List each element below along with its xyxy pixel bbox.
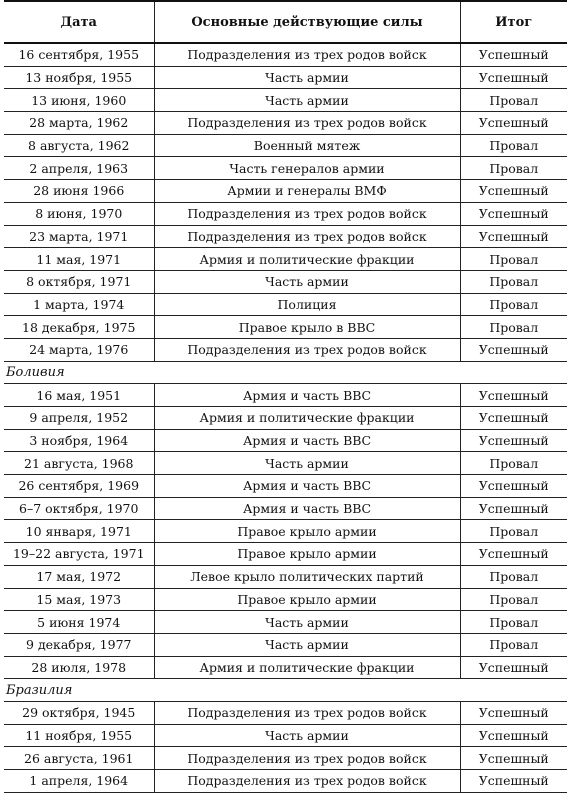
cell-date: 26 сентября, 1969 [4,475,154,498]
cell-forces: Правое крыло армии [154,588,460,611]
cell-date: 13 ноября, 1955 [4,66,154,89]
cell-date: 11 мая, 1971 [4,248,154,271]
cell-result: Провал [460,134,567,157]
cell-date: 2 апреля, 1963 [4,157,154,180]
section-title: Бразилия [4,679,567,702]
cell-forces: Часть армии [154,452,460,475]
cell-forces: Часть армии [154,270,460,293]
cell-date: 5 июня 1974 [4,611,154,634]
section-title: Боливия [4,361,567,384]
cell-result: Успешный [460,497,567,520]
cell-result: Успешный [460,701,567,724]
table-header-row [4,1,567,43]
cell-forces: Армия и политические фракции [154,656,460,679]
cell-forces: Часть армии [154,724,460,747]
cell-result: Успешный [460,112,567,135]
cell-result: Провал [460,89,567,112]
cell-result: Успешный [460,770,567,793]
cell-forces: Подразделения из трех родов войск [154,701,460,724]
cell-date: 13 июня, 1960 [4,89,154,112]
cell-result: Успешный [460,202,567,225]
cell-date: 9 декабря, 1977 [4,633,154,656]
cell-result: Провал [460,316,567,339]
cell-result: Провал [460,565,567,588]
cell-forces: Подразделения из трех родов войск [154,770,460,793]
table-row [4,66,567,89]
cell-forces: Подразделения из трех родов войск [154,225,460,248]
cell-date: 28 марта, 1962 [4,112,154,135]
cell-result: Провал [460,520,567,543]
table-row [4,656,567,679]
table-row [4,407,567,430]
cell-result: Успешный [460,43,567,66]
table-row [4,225,567,248]
cell-result: Провал [460,452,567,475]
table-row [4,43,567,66]
cell-date: 6–7 октября, 1970 [4,497,154,520]
cell-forces: Правое крыло армии [154,543,460,566]
table-row [4,588,567,611]
table-row [4,429,567,452]
cell-forces: Левое крыло политических партий [154,565,460,588]
cell-date: 11 ноября, 1955 [4,724,154,747]
cell-result: Успешный [460,407,567,430]
cell-date: 8 октября, 1971 [4,270,154,293]
cell-date: 24 марта, 1976 [4,338,154,361]
cell-result: Успешный [460,429,567,452]
cell-forces: Армия и часть ВВС [154,475,460,498]
cell-result: Провал [460,157,567,180]
cell-date: 17 мая, 1972 [4,565,154,588]
cell-date: 28 июля, 1978 [4,656,154,679]
cell-forces: Часть армии [154,89,460,112]
section-row [4,679,567,702]
cell-forces: Армии и генералы ВМФ [154,180,460,203]
cell-forces: Правое крыло армии [154,520,460,543]
cell-date: 1 марта, 1974 [4,293,154,316]
cell-result: Успешный [460,747,567,770]
cell-forces: Военный мятеж [154,134,460,157]
cell-result: Успешный [460,543,567,566]
table-row [4,293,567,316]
cell-date: 26 августа, 1961 [4,747,154,770]
cell-forces: Правое крыло в ВВС [154,316,460,339]
cell-date: 8 августа, 1962 [4,134,154,157]
cell-date: 18 декабря, 1975 [4,316,154,339]
table-row [4,724,567,747]
cell-date: 8 июня, 1970 [4,202,154,225]
table-row [4,452,567,475]
cell-date: 21 августа, 1968 [4,452,154,475]
cell-date: 10 января, 1971 [4,520,154,543]
section-row [4,361,567,384]
cell-result: Провал [460,270,567,293]
cell-forces: Подразделения из трех родов войск [154,43,460,66]
cell-date: 3 ноября, 1964 [4,429,154,452]
table-row [4,112,567,135]
cell-result: Провал [460,248,567,271]
cell-result: Успешный [460,225,567,248]
table-row [4,316,567,339]
cell-date: 29 октября, 1945 [4,701,154,724]
table-row [4,384,567,407]
table-row [4,157,567,180]
cell-result: Успешный [460,338,567,361]
table-row [4,475,567,498]
table-row [4,747,567,770]
cell-date: 28 июня 1966 [4,180,154,203]
table-row [4,611,567,634]
cell-date: 19–22 августа, 1971 [4,543,154,566]
cell-forces: Армия и политические фракции [154,248,460,271]
header-forces: Основные действующие силы [154,1,460,43]
table-row [4,89,567,112]
cell-date: 15 мая, 1973 [4,588,154,611]
cell-forces: Армия и часть ВВС [154,384,460,407]
cell-forces: Часть армии [154,66,460,89]
cell-result: Успешный [460,384,567,407]
coups-table [4,0,567,793]
cell-forces: Часть армии [154,633,460,656]
cell-date: 16 мая, 1951 [4,384,154,407]
table-row [4,202,567,225]
cell-forces: Подразделения из трех родов войск [154,747,460,770]
cell-result: Успешный [460,180,567,203]
table-row [4,633,567,656]
cell-forces: Подразделения из трех родов войск [154,112,460,135]
header-result: Итог [460,1,567,43]
table-row [4,270,567,293]
cell-result: Успешный [460,475,567,498]
table-row [4,497,567,520]
header-date: Дата [4,1,154,43]
cell-forces: Часть генералов армии [154,157,460,180]
cell-date: 16 сентября, 1955 [4,43,154,66]
table-row [4,338,567,361]
cell-date: 1 апреля, 1964 [4,770,154,793]
table-row [4,770,567,793]
table-row [4,134,567,157]
cell-result: Успешный [460,724,567,747]
cell-result: Успешный [460,656,567,679]
cell-result: Провал [460,588,567,611]
cell-date: 23 марта, 1971 [4,225,154,248]
cell-result: Успешный [460,66,567,89]
table-row [4,543,567,566]
cell-date: 9 апреля, 1952 [4,407,154,430]
cell-forces: Армия и политические фракции [154,407,460,430]
cell-forces: Полиция [154,293,460,316]
cell-result: Провал [460,633,567,656]
table-row [4,701,567,724]
cell-forces: Подразделения из трех родов войск [154,202,460,225]
table-row [4,180,567,203]
cell-result: Провал [460,293,567,316]
cell-forces: Часть армии [154,611,460,634]
cell-forces: Армия и часть ВВС [154,429,460,452]
cell-forces: Армия и часть ВВС [154,497,460,520]
table-row [4,520,567,543]
table-row [4,565,567,588]
table-row [4,248,567,271]
table-body [4,43,567,792]
cell-result: Провал [460,611,567,634]
cell-forces: Подразделения из трех родов войск [154,338,460,361]
